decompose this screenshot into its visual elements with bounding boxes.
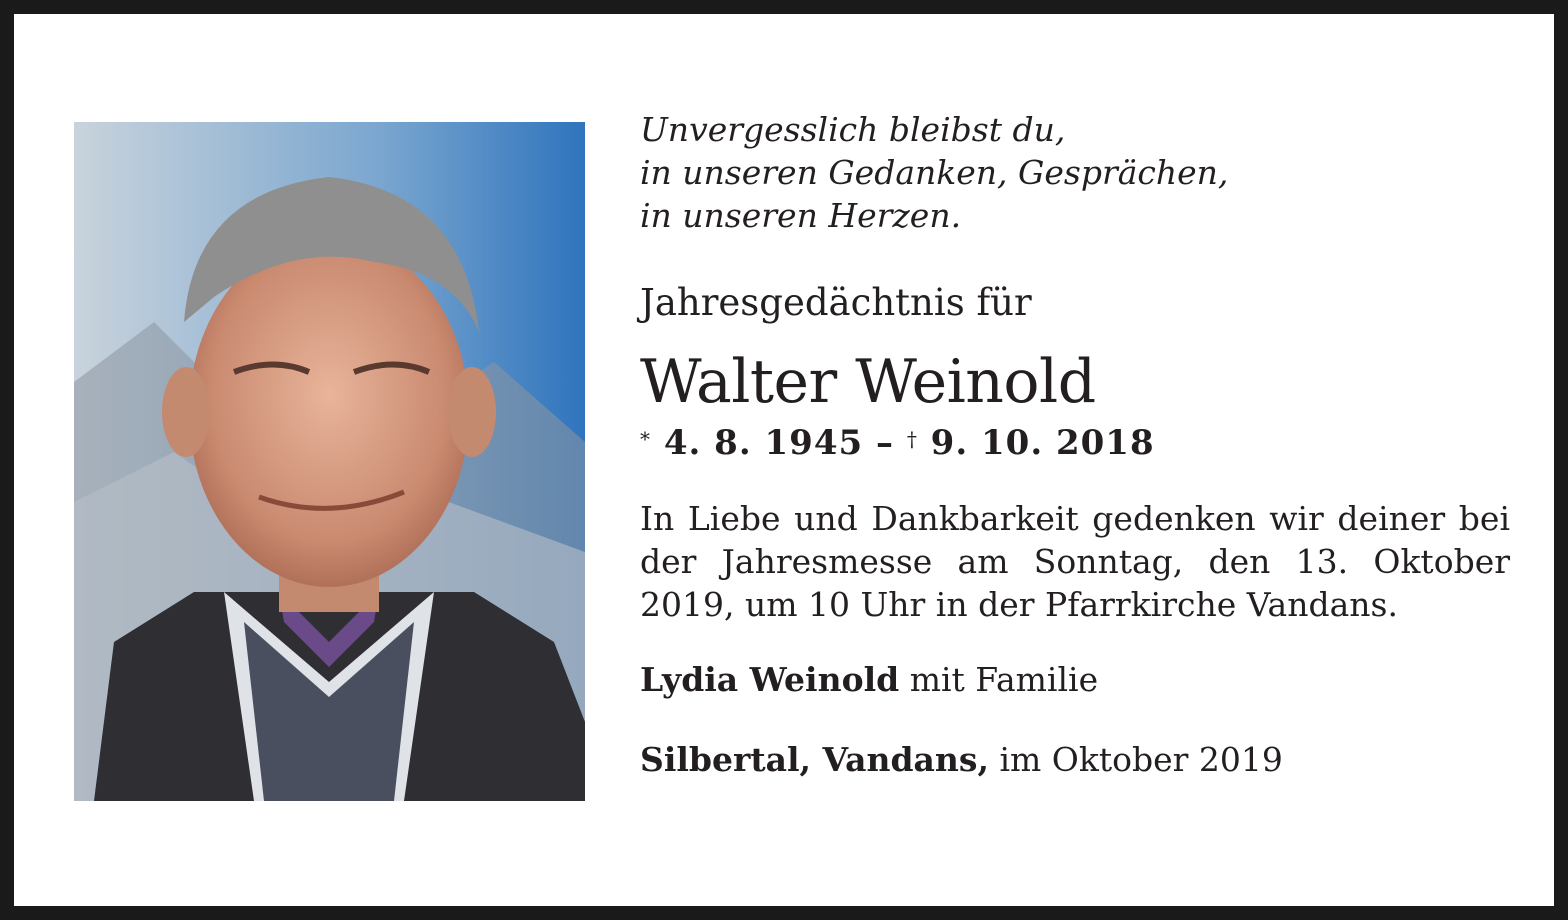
motto-line: in unseren Gedanken, Gesprächen, (640, 153, 1229, 192)
memorial-label: Jahresgedächtnis für (640, 281, 1032, 324)
place-names: Silbertal, Vandans, (640, 740, 989, 779)
deceased-name: Walter Weinold (640, 347, 1096, 417)
signature-name: Lydia Weinold (640, 660, 900, 699)
place-date (640, 740, 1510, 780)
death-symbol: † (906, 427, 918, 451)
death-date: 9. 10. 2018 (930, 423, 1155, 463)
birth-symbol: * (640, 427, 651, 451)
signature-suffix: mit Familie (899, 660, 1099, 699)
life-dates (640, 423, 1510, 463)
obituary-card (14, 14, 1554, 906)
obituary-text (640, 108, 1510, 780)
motto (640, 108, 1510, 237)
date-separator: – (863, 423, 907, 463)
motto-line: in unseren Herzen. (640, 196, 962, 235)
signature (640, 660, 1510, 700)
portrait-photo (74, 122, 585, 801)
birth-date: 4. 8. 1945 (663, 423, 864, 463)
date-text: im Oktober 2019 (988, 740, 1283, 779)
memorial-message: In Liebe und Dankbarkeit gedenken wir deiner bei der Jahresmesse am Sonntag, den 13. Oktober 2019, um 10 Uhr in der Pfarrkirche Vandans. (640, 499, 1510, 624)
motto-line: Unvergesslich bleibst du, (640, 110, 1066, 149)
